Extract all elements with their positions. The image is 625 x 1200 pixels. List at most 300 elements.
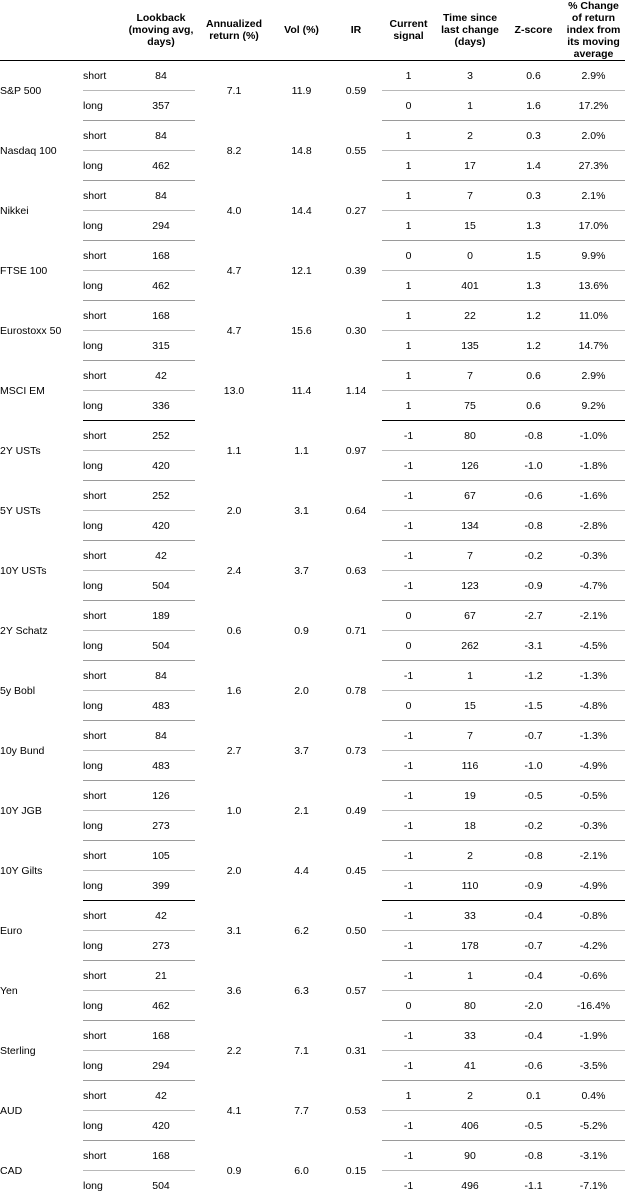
table-row	[0, 961, 625, 991]
asset-name-cell: Nikkei	[0, 204, 29, 217]
current-signal-cell: -1	[382, 901, 435, 931]
zscore-cell: 0.1	[505, 1081, 562, 1111]
current-signal-cell: 0	[382, 91, 435, 121]
ir-cell: 0.27	[345, 204, 367, 217]
annualized-return-cell: 3.1	[226, 924, 242, 937]
term-cell: short	[83, 541, 127, 571]
table-row	[0, 301, 625, 331]
asset-name-cell: S&P 500	[0, 85, 42, 98]
current-signal-cell: 1	[382, 181, 435, 211]
pct-change-cell: -2.8%	[562, 511, 625, 541]
lookback-cell: 84	[127, 661, 195, 691]
zscore-cell: 0.6	[505, 61, 562, 91]
lookback-cell: 252	[127, 421, 195, 451]
time-since-last-change-cell: 401	[435, 271, 505, 301]
current-signal-cell: 1	[382, 1081, 435, 1111]
asset-name-cell: FTSE 100	[0, 264, 48, 277]
term-cell: short	[83, 241, 127, 271]
lookback-cell: 462	[127, 151, 195, 181]
time-since-last-change-cell: 80	[435, 421, 505, 451]
annualized-return-cell: 4.0	[226, 204, 242, 217]
pct-change-cell: -1.6%	[562, 481, 625, 511]
zscore-cell: 1.5	[505, 241, 562, 271]
table-row	[0, 61, 625, 91]
current-signal-cell: -1	[382, 841, 435, 871]
lookback-cell: 42	[127, 541, 195, 571]
zscore-cell: -0.8	[505, 1141, 562, 1171]
current-signal-cell: -1	[382, 871, 435, 901]
lookback-cell: 294	[127, 211, 195, 241]
lookback-cell: 504	[127, 631, 195, 661]
time-since-last-change-cell: 110	[435, 871, 505, 901]
vol-cell: 1.1	[294, 444, 309, 457]
lookback-cell: 42	[127, 901, 195, 931]
lookback-cell: 42	[127, 1081, 195, 1111]
lookback-cell: 420	[127, 511, 195, 541]
pct-change-cell: 11.0%	[562, 301, 625, 331]
pct-change-cell: 2.1%	[562, 181, 625, 211]
zscore-cell: -2.0	[505, 991, 562, 1021]
ir-cell: 0.30	[345, 324, 367, 337]
current-signal-cell: 1	[382, 331, 435, 361]
zscore-cell: -3.1	[505, 631, 562, 661]
ir-cell: 0.53	[345, 1104, 367, 1117]
zscore-cell: -0.2	[505, 541, 562, 571]
vol-cell: 4.4	[294, 864, 309, 877]
zscore-cell: -1.1	[524, 1179, 543, 1192]
table-row	[0, 781, 625, 811]
term-cell: long	[83, 751, 127, 781]
annualized-return-cell: 2.4	[226, 564, 242, 577]
asset-name-cell: Sterling	[0, 1044, 36, 1057]
lookback-cell: 294	[127, 1051, 195, 1081]
ir-cell: 0.63	[345, 564, 367, 577]
time-since-last-change-cell: 262	[435, 631, 505, 661]
annualized-return-cell: 0.9	[226, 1164, 242, 1177]
ir-cell: 1.14	[345, 384, 367, 397]
time-since-last-change-cell: 116	[435, 751, 505, 781]
pct-change-cell: -1.0%	[562, 421, 625, 451]
time-since-last-change-cell: 406	[435, 1111, 505, 1141]
current-signal-cell: -1	[382, 421, 435, 451]
zscore-cell: -0.4	[505, 901, 562, 931]
zscore-cell: -0.6	[505, 1051, 562, 1081]
term-cell: long	[83, 511, 127, 541]
current-signal-cell: 1	[382, 361, 435, 391]
term-cell: long	[83, 811, 127, 841]
term-cell: long	[83, 931, 127, 961]
zscore-cell: -0.7	[505, 931, 562, 961]
current-signal-cell: 1	[382, 391, 435, 421]
term-cell: long	[83, 871, 127, 901]
lookback-cell: 357	[127, 91, 195, 121]
annualized-return-cell: 0.6	[226, 624, 242, 637]
annualized-return-cell: 2.2	[226, 1044, 242, 1057]
asset-name-cell: 2Y USTs	[0, 444, 41, 457]
vol-cell: 6.3	[294, 984, 309, 997]
current-signal-cell: -1	[382, 931, 435, 961]
current-signal-cell: 1	[382, 301, 435, 331]
zscore-cell: -0.4	[505, 961, 562, 991]
pct-change-cell: 27.3%	[562, 151, 625, 181]
ir-cell: 0.50	[345, 924, 367, 937]
lookback-cell: 273	[127, 811, 195, 841]
lookback-cell: 189	[127, 601, 195, 631]
table-row	[0, 841, 625, 871]
lookback-cell: 462	[127, 271, 195, 301]
current-signal-cell: 1	[382, 211, 435, 241]
vol-cell: 3.7	[294, 564, 309, 577]
current-signal-cell: -1	[382, 511, 435, 541]
pct-change-cell: -5.2%	[562, 1111, 625, 1141]
time-since-last-change-cell: 15	[435, 211, 505, 241]
ir-cell: 0.45	[345, 864, 367, 877]
term-cell: long	[83, 991, 127, 1021]
term-cell: long	[83, 571, 127, 601]
term-cell: short	[83, 661, 127, 691]
term-cell: short	[83, 961, 127, 991]
time-since-last-change-cell: 17	[435, 151, 505, 181]
time-since-last-change-cell: 1	[435, 661, 505, 691]
pct-change-cell: -2.1%	[562, 601, 625, 631]
time-since-last-change-cell: 7	[435, 721, 505, 751]
time-since-last-change-cell: 7	[435, 541, 505, 571]
asset-name-cell: MSCI EM	[0, 384, 45, 397]
lookback-cell: 168	[127, 1021, 195, 1051]
current-signal-cell: -1	[382, 451, 435, 481]
term-cell: short	[83, 421, 127, 451]
time-since-last-change-cell: 2	[435, 1081, 505, 1111]
pct-change-cell: -0.3%	[562, 541, 625, 571]
time-since-last-change-cell: 123	[435, 571, 505, 601]
current-signal-cell: -1	[382, 961, 435, 991]
pct-change-cell: 2.0%	[562, 121, 625, 151]
current-signal-cell: -1	[382, 1021, 435, 1051]
current-signal-cell: 0	[382, 631, 435, 661]
time-since-last-change-cell: 2	[435, 841, 505, 871]
vol-cell: 6.0	[294, 1164, 309, 1177]
zscore-cell: -0.5	[505, 1111, 562, 1141]
pct-change-cell: 17.0%	[562, 211, 625, 241]
current-signal-cell: 0	[382, 691, 435, 721]
header-vol: Vol (%)	[273, 0, 330, 61]
annualized-return-cell: 2.0	[226, 504, 242, 517]
term-cell: short	[83, 901, 127, 931]
lookback-cell: 315	[127, 331, 195, 361]
pct-change-cell: -3.1%	[562, 1141, 625, 1171]
pct-change-cell: -0.3%	[562, 811, 625, 841]
zscore-cell: -0.7	[505, 721, 562, 751]
time-since-last-change-cell: 41	[435, 1051, 505, 1081]
lookback-cell: 168	[127, 241, 195, 271]
term-cell: long	[83, 391, 127, 421]
current-signal-cell: 0	[382, 601, 435, 631]
term-cell: short	[83, 601, 127, 631]
pct-change-cell: -2.1%	[562, 841, 625, 871]
zscore-cell: -0.6	[505, 481, 562, 511]
term-cell: short	[83, 781, 127, 811]
vol-cell: 11.4	[291, 384, 312, 397]
asset-name-cell: Nasdaq 100	[0, 144, 57, 157]
vol-cell: 7.7	[294, 1104, 309, 1117]
term-cell: short	[83, 181, 127, 211]
ir-cell: 0.49	[345, 804, 367, 817]
annualized-return-cell: 8.2	[226, 144, 242, 157]
pct-change-cell: -4.8%	[562, 691, 625, 721]
pct-change-cell: -4.9%	[562, 751, 625, 781]
table-row	[0, 661, 625, 691]
lookback-cell: 273	[127, 931, 195, 961]
term-cell: short	[83, 1141, 127, 1171]
zscore-cell: -1.5	[505, 691, 562, 721]
term-cell: long	[83, 151, 127, 181]
time-since-last-change-cell: 135	[435, 331, 505, 361]
term-cell: long	[83, 1051, 127, 1081]
pct-change-cell: 17.2%	[562, 91, 625, 121]
lookback-cell: 168	[127, 301, 195, 331]
asset-name-cell: 10y Bund	[0, 744, 45, 757]
term-cell: short	[83, 841, 127, 871]
lookback-cell: 126	[127, 781, 195, 811]
table-row	[0, 481, 625, 511]
zscore-cell: -1.0	[505, 751, 562, 781]
current-signal-cell: -1	[382, 781, 435, 811]
term-cell: long	[83, 211, 127, 241]
pct-change-cell: -0.8%	[562, 901, 625, 931]
time-since-last-change-cell: 496	[461, 1179, 479, 1192]
vol-cell: 12.1	[291, 264, 312, 277]
lookback-cell: 336	[127, 391, 195, 421]
asset-name-cell: Euro	[0, 924, 23, 937]
annualized-return-cell: 1.6	[226, 684, 242, 697]
time-since-last-change-cell: 7	[435, 181, 505, 211]
term-cell: short	[83, 1021, 127, 1051]
term-cell: short	[83, 721, 127, 751]
annualized-return-cell: 4.7	[226, 264, 242, 277]
pct-change-cell: 14.7%	[562, 331, 625, 361]
time-since-last-change-cell: 33	[435, 1021, 505, 1051]
pct-change-cell: -1.8%	[562, 451, 625, 481]
zscore-cell: -1.0	[505, 451, 562, 481]
header-pct-change: % Change of return index from its moving average	[562, 0, 625, 61]
time-since-last-change-cell: 19	[435, 781, 505, 811]
zscore-cell: 1.4	[505, 151, 562, 181]
header-annualized-return: Annualized return (%)	[195, 0, 273, 61]
term-cell: long	[83, 631, 127, 661]
pct-change-cell: -4.7%	[562, 571, 625, 601]
zscore-cell: 1.6	[505, 91, 562, 121]
annualized-return-cell: 13.0	[223, 384, 245, 397]
annualized-return-cell: 1.1	[226, 444, 242, 457]
zscore-cell: 1.2	[505, 301, 562, 331]
pct-change-cell: -1.3%	[562, 721, 625, 751]
zscore-cell: -0.9	[505, 871, 562, 901]
lookback-cell: 84	[127, 121, 195, 151]
time-since-last-change-cell: 134	[435, 511, 505, 541]
term-cell: long	[83, 451, 127, 481]
term-cell: long	[83, 1111, 127, 1141]
table-body	[0, 61, 625, 1200]
annualized-return-cell: 1.0	[226, 804, 242, 817]
table-row	[0, 1081, 625, 1111]
table-row	[0, 241, 625, 271]
lookback-cell: 462	[127, 991, 195, 1021]
asset-name-cell: CAD	[0, 1164, 23, 1177]
ir-cell: 0.71	[345, 624, 367, 637]
time-since-last-change-cell: 178	[435, 931, 505, 961]
current-signal-cell: 1	[382, 121, 435, 151]
vol-cell: 15.6	[291, 324, 312, 337]
lookback-cell: 84	[127, 61, 195, 91]
pct-change-cell: -0.6%	[562, 961, 625, 991]
term-cell: long	[83, 331, 127, 361]
table-row	[0, 601, 625, 631]
time-since-last-change-cell: 2	[435, 121, 505, 151]
zscore-cell: -0.2	[505, 811, 562, 841]
term-cell: long	[83, 691, 127, 721]
zscore-cell: 0.6	[505, 391, 562, 421]
zscore-cell: 1.3	[505, 211, 562, 241]
term-cell: short	[83, 1081, 127, 1111]
current-signal-cell: 0	[382, 241, 435, 271]
pct-change-cell: 2.9%	[562, 361, 625, 391]
current-signal-cell: -1	[382, 661, 435, 691]
asset-name-cell: Yen	[0, 984, 18, 997]
lookback-cell: 399	[127, 871, 195, 901]
ir-cell: 0.57	[345, 984, 367, 997]
ir-cell: 0.31	[345, 1044, 367, 1057]
lookback-cell: 483	[127, 751, 195, 781]
time-since-last-change-cell: 33	[435, 901, 505, 931]
current-signal-cell: -1	[382, 1141, 435, 1171]
lookback-cell: 420	[127, 1111, 195, 1141]
annualized-return-cell: 7.1	[226, 85, 242, 98]
zscore-cell: 1.2	[505, 331, 562, 361]
header-ir: IR	[330, 0, 382, 61]
term-cell: short	[83, 361, 127, 391]
ir-cell: 0.73	[345, 744, 367, 757]
table-row	[0, 541, 625, 571]
lookback-cell: 84	[127, 721, 195, 751]
vol-cell: 14.8	[291, 144, 312, 157]
pct-change-cell: -4.9%	[562, 871, 625, 901]
asset-name-cell: Eurostoxx 50	[0, 324, 62, 337]
asset-name-cell: 10Y USTs	[0, 564, 47, 577]
pct-change-cell: -1.3%	[562, 661, 625, 691]
term-cell: long	[83, 271, 127, 301]
table-row	[0, 421, 625, 451]
current-signal-cell: 1	[382, 61, 435, 91]
header-term	[83, 0, 127, 61]
lookback-cell: 84	[127, 181, 195, 211]
pct-change-cell: -4.2%	[562, 931, 625, 961]
time-since-last-change-cell: 80	[435, 991, 505, 1021]
header-zscore: Z-score	[505, 0, 562, 61]
time-since-last-change-cell: 90	[435, 1141, 505, 1171]
term-cell: short	[83, 481, 127, 511]
term-cell: short	[83, 121, 127, 151]
time-since-last-change-cell: 1	[435, 91, 505, 121]
annualized-return-cell: 2.7	[226, 744, 242, 757]
zscore-cell: 1.3	[505, 271, 562, 301]
table-row	[0, 361, 625, 391]
zscore-cell: -0.8	[505, 841, 562, 871]
pct-change-cell: 9.9%	[562, 241, 625, 271]
table-row	[0, 721, 625, 751]
zscore-cell: -0.4	[505, 1021, 562, 1051]
ir-cell: 0.97	[345, 444, 367, 457]
lookback-cell: 504	[152, 1179, 170, 1192]
pct-change-cell: -3.5%	[562, 1051, 625, 1081]
ir-cell: 0.78	[345, 684, 367, 697]
pct-change-cell: 9.2%	[562, 391, 625, 421]
ir-cell: 0.39	[345, 264, 367, 277]
current-signal-cell: -1	[382, 481, 435, 511]
asset-name-cell: 2Y Schatz	[0, 624, 48, 637]
zscore-cell: 0.6	[505, 361, 562, 391]
pct-change-cell: -16.4%	[562, 991, 625, 1021]
table-row	[0, 121, 625, 151]
time-since-last-change-cell: 3	[435, 61, 505, 91]
zscore-cell: -0.8	[505, 511, 562, 541]
zscore-cell: -2.7	[505, 601, 562, 631]
term-cell: short	[83, 301, 127, 331]
ir-cell: 0.64	[345, 504, 367, 517]
vol-cell: 3.1	[294, 504, 309, 517]
current-signal-cell: -1	[382, 1051, 435, 1081]
time-since-last-change-cell: 67	[435, 601, 505, 631]
asset-name-cell: AUD	[0, 1104, 23, 1117]
current-signal-cell: -1	[382, 811, 435, 841]
vol-cell: 0.9	[294, 624, 309, 637]
current-signal-cell: -1	[382, 571, 435, 601]
pct-change-cell: 0.4%	[562, 1081, 625, 1111]
time-since-last-change-cell: 1	[435, 961, 505, 991]
table-row	[0, 181, 625, 211]
annualized-return-cell: 2.0	[226, 864, 242, 877]
asset-name-cell: 5Y USTs	[0, 504, 41, 517]
vol-cell: 6.2	[294, 924, 309, 937]
table-row	[0, 901, 625, 931]
pct-change-cell: 2.9%	[562, 61, 625, 91]
current-signal-cell: 0	[382, 991, 435, 1021]
table-row	[0, 1141, 625, 1171]
asset-name-cell: 5y Bobl	[0, 684, 36, 697]
time-since-last-change-cell: 7	[435, 361, 505, 391]
vol-cell: 11.9	[291, 85, 312, 98]
vol-cell: 3.7	[294, 744, 309, 757]
annualized-return-cell: 3.6	[226, 984, 242, 997]
term-cell: long	[83, 1179, 103, 1192]
vol-cell: 2.1	[294, 804, 309, 817]
time-since-last-change-cell: 126	[435, 451, 505, 481]
lookback-cell: 105	[127, 841, 195, 871]
pct-change-cell: -0.5%	[562, 781, 625, 811]
lookback-cell: 420	[127, 451, 195, 481]
pct-change-cell: 13.6%	[562, 271, 625, 301]
zscore-cell: -0.5	[505, 781, 562, 811]
lookback-cell: 483	[127, 691, 195, 721]
asset-name-cell: 10Y JGB	[0, 804, 42, 817]
lookback-cell: 42	[127, 361, 195, 391]
header-time-since-last-change: Time since last change (days)	[435, 0, 505, 61]
current-signal-cell: -1	[382, 541, 435, 571]
time-since-last-change-cell: 22	[435, 301, 505, 331]
current-signal-cell: -1	[382, 1111, 435, 1141]
lookback-cell: 168	[127, 1141, 195, 1171]
pct-change-cell: -7.1%	[579, 1179, 608, 1192]
pct-change-cell: -1.9%	[562, 1021, 625, 1051]
